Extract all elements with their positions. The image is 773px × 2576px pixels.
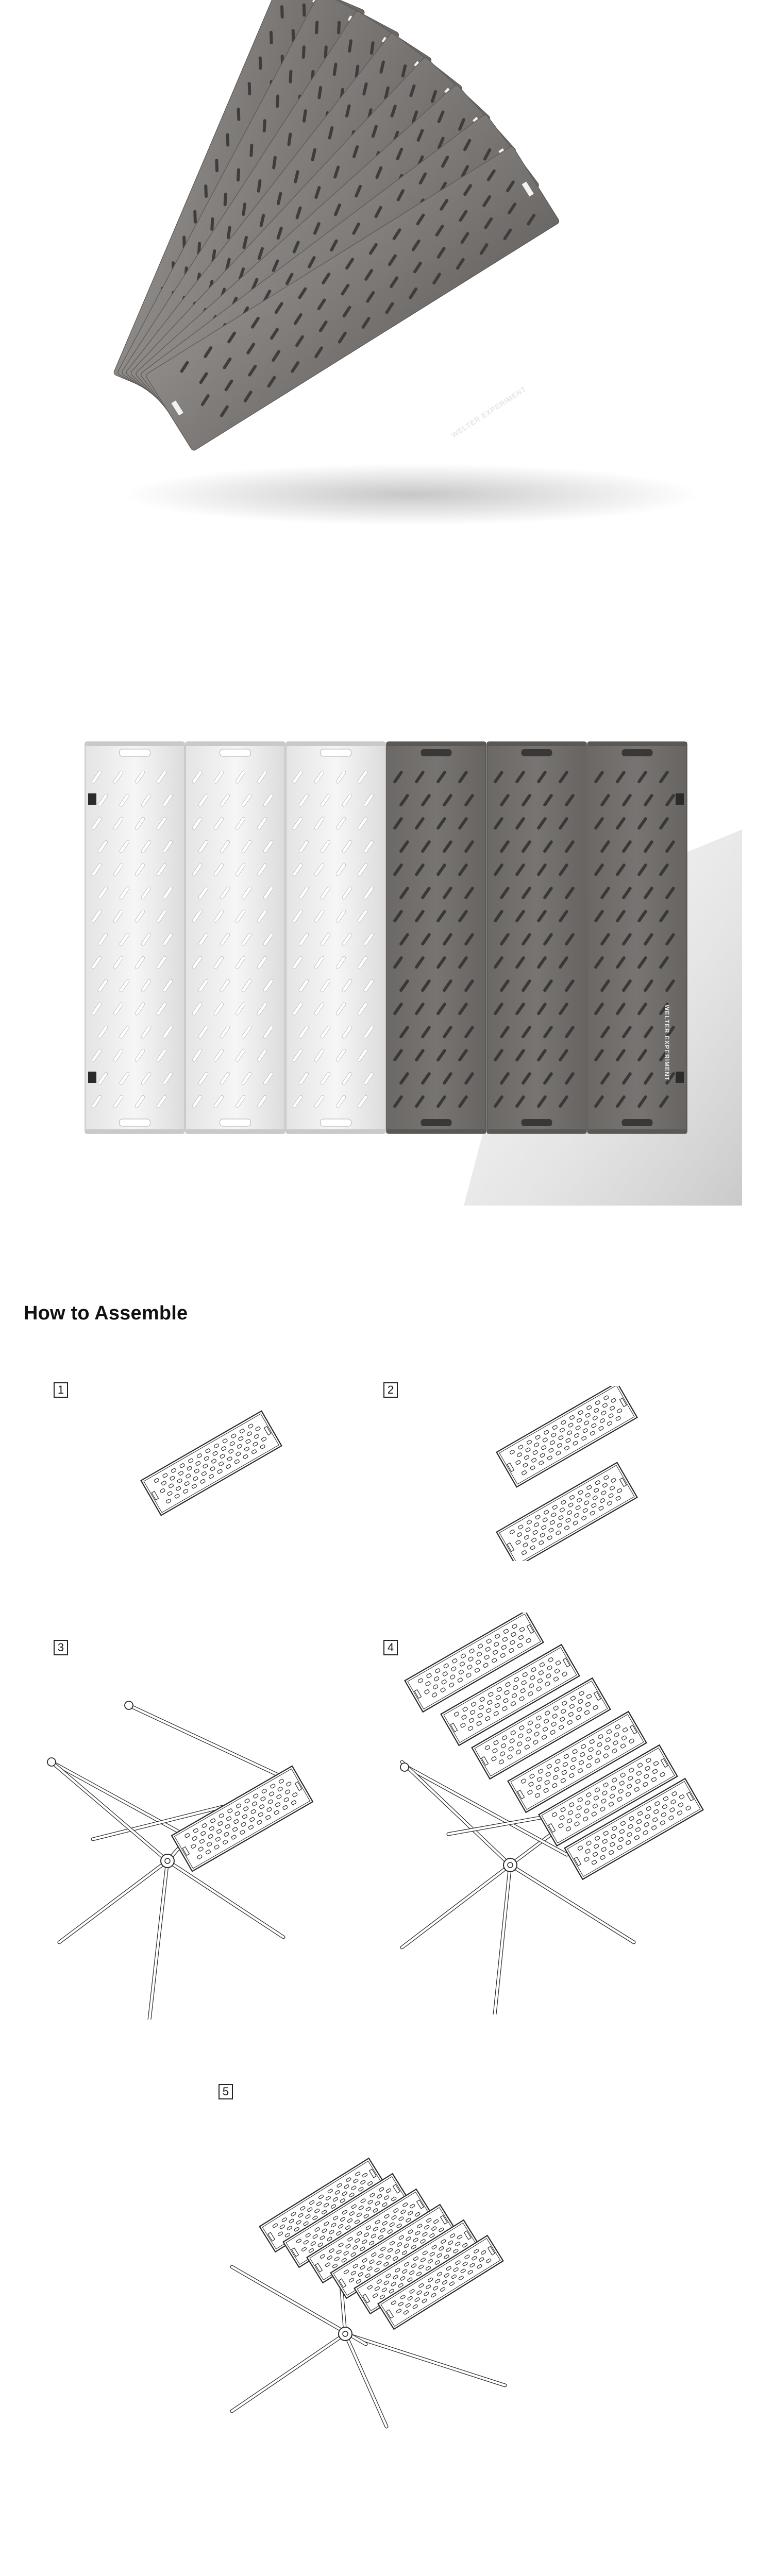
table-frame	[52, 1705, 283, 2020]
flat-brand-text: WELTER EXPERIMENT	[663, 1005, 670, 1081]
flat-panel-rail	[186, 742, 285, 746]
frame-leg	[167, 1861, 283, 1937]
frame-leg	[510, 1865, 634, 1942]
hero-fanned-panels	[0, 0, 773, 582]
flat-panel-clip	[676, 1072, 684, 1083]
flat-panel-silver	[85, 742, 184, 1133]
flat-panel-clip	[88, 1072, 96, 1083]
flat-panel-rail	[85, 1129, 184, 1133]
frame-leg	[345, 2334, 386, 2427]
flat-panel-rail	[386, 1129, 486, 1133]
step-3-number: 3	[54, 1640, 68, 1655]
flat-panel-clip	[88, 793, 96, 805]
step-2-number: 2	[383, 1382, 398, 1398]
fan-panel-slot	[215, 159, 219, 172]
flat-panel-rail	[286, 742, 385, 746]
fan-panel-slot	[259, 56, 262, 70]
flat-panel-silver	[286, 742, 385, 1133]
frame-leg	[149, 1861, 167, 2020]
step-1-number: 1	[54, 1382, 68, 1398]
frame-leg	[495, 1865, 510, 2014]
fan-panel-slot	[237, 108, 241, 121]
flat-panel-cutout	[522, 749, 552, 756]
line-panel-outline	[141, 1411, 282, 1516]
fan-panel-slot	[248, 82, 251, 95]
frame-leg	[232, 2334, 345, 2411]
fan-panel-slot	[193, 210, 197, 224]
line-panel	[141, 1411, 282, 1516]
flat-panel-cutout	[220, 1119, 251, 1126]
frame-hub	[503, 1858, 517, 1872]
flat-panel-rail	[487, 1129, 586, 1133]
how-to-assemble-heading: How to Assemble	[24, 1302, 188, 1324]
frame-leg	[402, 1865, 510, 1947]
flat-panel-silver	[186, 742, 285, 1133]
fan-panel-slot	[204, 184, 208, 198]
step-4-illustration	[392, 1613, 742, 2014]
flat-panel-rail	[85, 742, 184, 746]
frame-leg	[510, 1834, 551, 1865]
fan-panel-slot	[303, 3, 306, 16]
flat-panel-cutout	[321, 1119, 351, 1126]
flat-panel-dark	[487, 742, 586, 1133]
step-5-number: 5	[219, 2084, 233, 2099]
flat-panel-cutout	[120, 749, 150, 756]
fanned-panel-stack-image	[0, 0, 773, 582]
frame-rail	[129, 1705, 283, 1777]
flat-panel-cutout	[220, 749, 251, 756]
flat-panel-dark	[587, 742, 687, 1133]
flat-panel-cutout	[120, 1119, 150, 1126]
flat-panel-rail	[186, 1129, 285, 1133]
flat-panel-row-image	[0, 696, 773, 1226]
frame-end-cap	[47, 1758, 56, 1766]
line-panel	[172, 1766, 313, 1871]
frame-leg	[345, 2334, 505, 2385]
step-3-illustration	[41, 1700, 371, 2020]
flat-panel-cutout	[622, 749, 653, 756]
frame-rail	[52, 1762, 167, 1861]
fan-panel-slot	[270, 31, 273, 44]
flat-panel-rail	[286, 1129, 385, 1133]
fan-shadow	[124, 464, 701, 526]
frame-end-cap	[400, 1763, 409, 1771]
step-2-illustration	[474, 1386, 660, 1561]
fan-brand-text: WELTER EXPERIMENT	[449, 384, 528, 439]
step-5-illustration	[216, 2117, 567, 2432]
hero-flat-panels	[0, 696, 773, 1226]
frame-hub	[339, 2327, 352, 2341]
flat-panel-cutout	[522, 1119, 552, 1126]
flat-panel-rail	[587, 742, 687, 746]
frame-leg	[59, 1861, 167, 1942]
fan-panel-slot	[280, 5, 284, 19]
flat-panel-cutout	[421, 749, 452, 756]
step-4-number: 4	[383, 1640, 398, 1655]
line-panel-outline	[172, 1766, 313, 1871]
step-1-illustration	[119, 1406, 294, 1520]
frame-hub	[161, 1854, 174, 1868]
fan-panel-slot	[226, 133, 229, 146]
flat-panel-cutout	[421, 1119, 452, 1126]
frame-end-cap	[125, 1701, 133, 1709]
flat-panel-dark	[386, 742, 486, 1133]
flat-panel-rail	[587, 1129, 687, 1133]
flat-panel-clip	[676, 793, 684, 805]
flat-panel-cutout	[321, 749, 351, 756]
flat-panel-cutout	[622, 1119, 653, 1126]
flat-panel-rail	[487, 742, 586, 746]
flat-panel-rail	[386, 742, 486, 746]
